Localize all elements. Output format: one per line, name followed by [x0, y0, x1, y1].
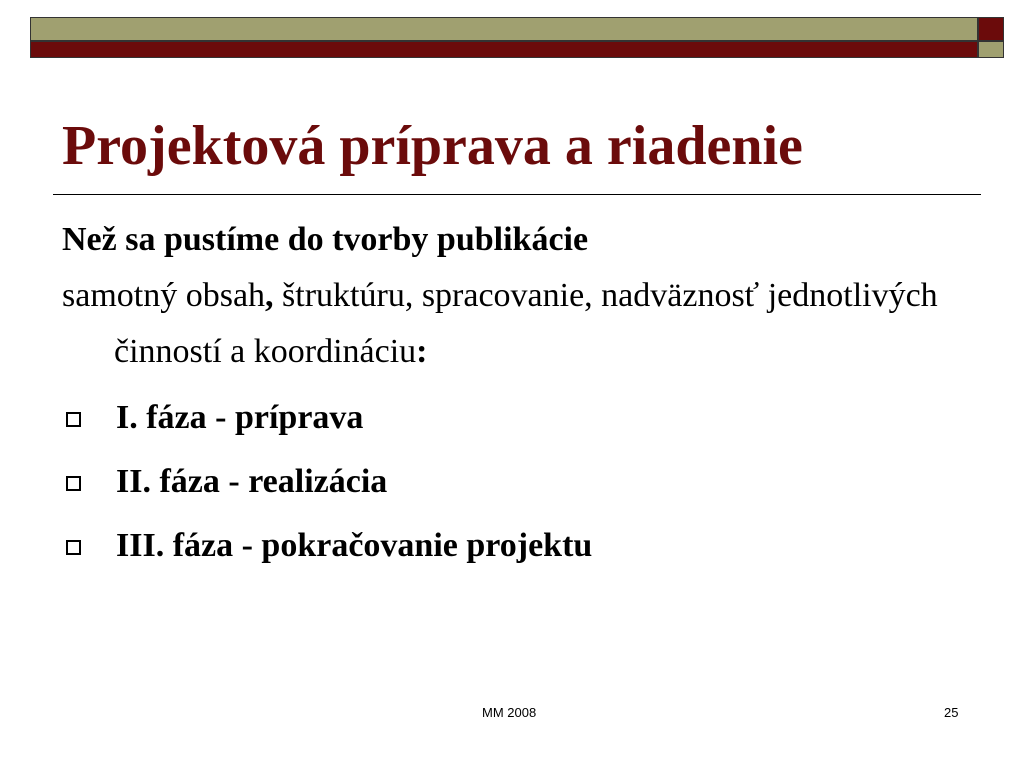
hollow-square-bullet-icon	[66, 412, 81, 427]
phase-label: I. fáza - príprava	[116, 399, 364, 436]
intro-paragraph	[62, 268, 962, 380]
hollow-square-bullet-icon	[66, 540, 81, 555]
intro-text-part2: štruktúru, spracovanie, nadväznosť jednotlivých činností a koordináciu	[114, 277, 938, 370]
intro-comma: ,	[265, 277, 274, 314]
phase-label: III. fáza - pokračovanie projektu	[116, 527, 593, 564]
header-square-maroon	[978, 17, 1004, 41]
list-item	[62, 514, 962, 578]
header-square-olive	[978, 41, 1004, 58]
slide-number: 25	[944, 705, 959, 720]
phase-list	[62, 386, 962, 578]
header-bar-maroon	[30, 41, 978, 58]
intro-colon: :	[416, 333, 428, 370]
header-bar-olive	[30, 17, 978, 41]
phase-label: II. fáza - realizácia	[116, 463, 388, 500]
list-item	[62, 386, 962, 450]
hollow-square-bullet-icon	[66, 476, 81, 491]
footer-text: MM 2008	[482, 705, 537, 720]
intro-text-part1: samotný obsah	[62, 277, 266, 314]
slide-title: Projektová príprava a riadenie	[62, 115, 803, 177]
slide-content	[62, 212, 962, 578]
list-item	[62, 450, 962, 514]
intro-heading: Než sa pustíme do tvorby publikácie	[62, 221, 589, 258]
title-divider	[53, 194, 981, 195]
